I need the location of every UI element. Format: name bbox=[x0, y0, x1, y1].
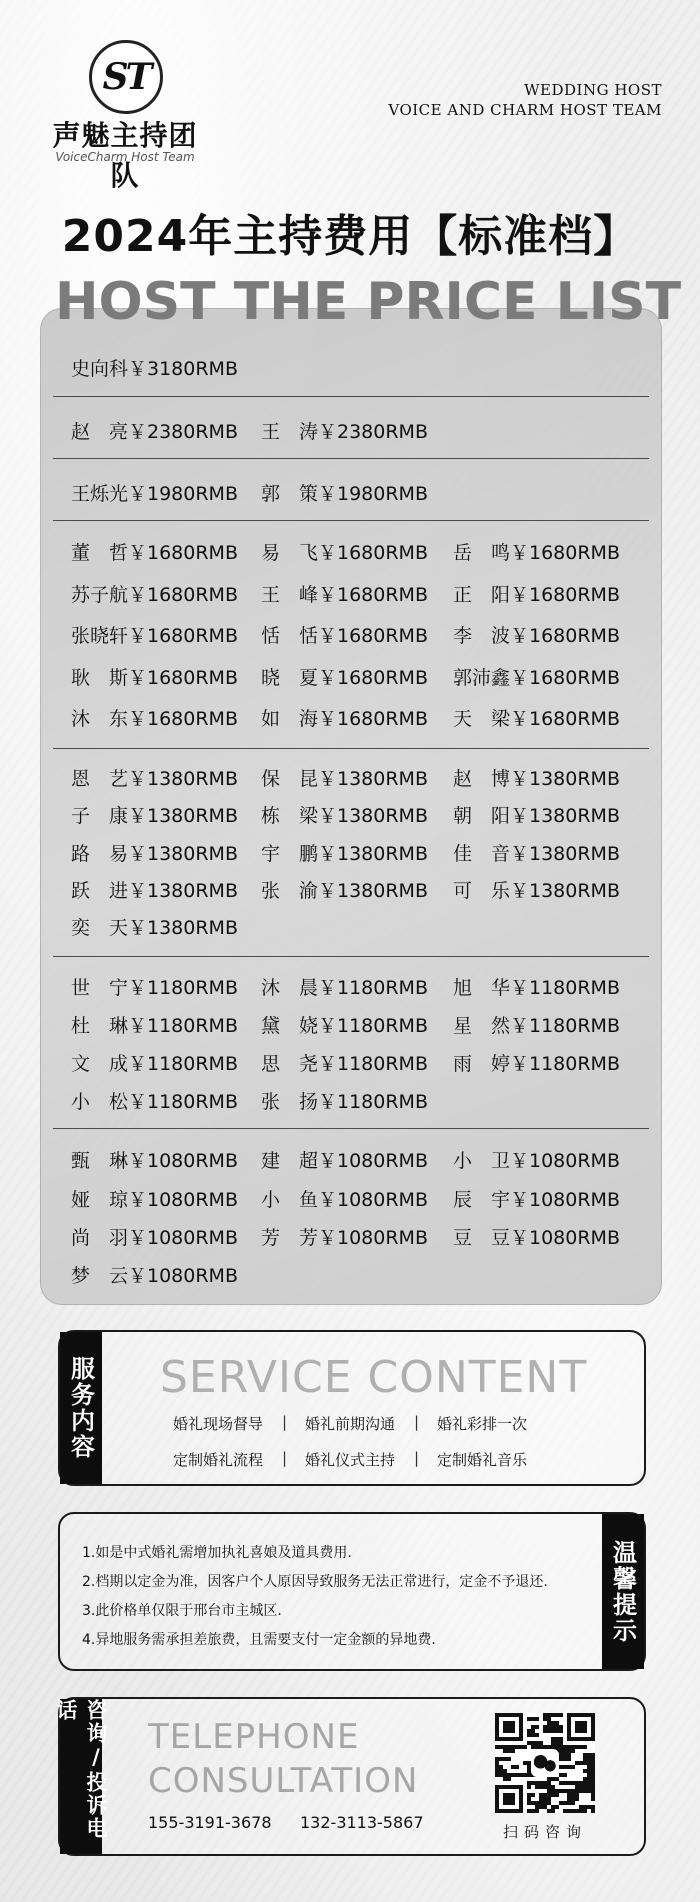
host-price-entry: 可 乐￥1380RMB bbox=[453, 880, 620, 902]
host-price-entry: 沐 晨￥1180RMB bbox=[261, 977, 428, 999]
host-price-entry: 栋 梁￥1380RMB bbox=[261, 805, 428, 827]
host-price-entry: 旭 华￥1180RMB bbox=[453, 977, 620, 999]
notice-line: 4.异地服务需承担差旅费，且需要支付一定金额的异地费. bbox=[82, 1632, 436, 1648]
host-price-entry: 李 波￥1680RMB bbox=[453, 625, 620, 647]
logo-name-cn: 声魅主持团队 bbox=[52, 119, 198, 192]
service-item: 婚礼仪式主持 bbox=[305, 1451, 396, 1469]
tier-divider bbox=[53, 396, 649, 397]
service-separator: | bbox=[414, 1413, 420, 1431]
contact-tab: 咨询/投诉电话 bbox=[60, 1699, 102, 1854]
host-price-entry: 耿 斯￥1680RMB bbox=[71, 667, 238, 689]
tier-divider bbox=[53, 458, 649, 459]
page-subtitle: HOST THE PRICE LIST bbox=[55, 272, 682, 332]
service-title-en: SERVICE CONTENT bbox=[160, 1352, 588, 1403]
host-price-entry: 豆 豆￥1080RMB bbox=[453, 1227, 620, 1249]
notice-box bbox=[58, 1512, 646, 1671]
tier-divider bbox=[53, 748, 649, 749]
host-price-entry: 跃 进￥1380RMB bbox=[71, 880, 238, 902]
host-price-entry: 宇 鹏￥1380RMB bbox=[261, 843, 428, 865]
tier-divider bbox=[53, 1128, 649, 1129]
host-price-entry: 尚 羽￥1080RMB bbox=[71, 1227, 238, 1249]
header-line1: WEDDING HOST bbox=[524, 81, 662, 99]
host-price-entry: 文 成￥1180RMB bbox=[71, 1053, 238, 1075]
qr-caption: 扫码咨询 bbox=[502, 1823, 587, 1841]
host-price-entry: 王 峰￥1680RMB bbox=[261, 584, 428, 606]
host-price-entry: 赵 博￥1380RMB bbox=[453, 768, 620, 790]
service-item: 婚礼彩排一次 bbox=[437, 1415, 528, 1433]
host-price-entry: 岳 鸣￥1680RMB bbox=[453, 542, 620, 564]
host-price-entry: 恬 恬￥1680RMB bbox=[261, 625, 428, 647]
wechat-qr-code-icon[interactable] bbox=[495, 1713, 595, 1813]
logo-badge bbox=[89, 40, 163, 114]
host-price-entry: 世 宁￥1180RMB bbox=[71, 977, 238, 999]
service-item: 定制婚礼音乐 bbox=[437, 1451, 528, 1469]
service-tab: 服务内容 bbox=[60, 1332, 102, 1484]
host-price-entry: 保 昆￥1380RMB bbox=[261, 768, 428, 790]
host-price-entry: 王烁光￥1980RMB bbox=[71, 483, 238, 505]
host-price-entry: 佳 音￥1380RMB bbox=[453, 843, 620, 865]
contact-box bbox=[54, 1697, 646, 1856]
contact-title-line1: TELEPHONE bbox=[148, 1717, 360, 1757]
host-price-entry: 史向科￥3180RMB bbox=[71, 358, 238, 380]
host-price-entry: 张 渝￥1380RMB bbox=[261, 880, 428, 902]
host-price-entry: 朝 阳￥1380RMB bbox=[453, 805, 620, 827]
service-item: 定制婚礼流程 bbox=[173, 1451, 264, 1469]
logo-monogram: ST bbox=[102, 56, 150, 98]
host-price-entry: 奕 天￥1380RMB bbox=[71, 917, 238, 939]
service-separator: | bbox=[282, 1449, 288, 1467]
host-price-entry: 梦 云￥1080RMB bbox=[71, 1265, 238, 1287]
host-price-entry: 娅 琼￥1080RMB bbox=[71, 1189, 238, 1211]
price-list-panel bbox=[40, 308, 662, 1305]
host-price-entry: 晓 夏￥1680RMB bbox=[261, 667, 428, 689]
host-price-entry: 小 鱼￥1080RMB bbox=[261, 1189, 428, 1211]
tier-divider bbox=[53, 956, 649, 957]
host-price-entry: 易 飞￥1680RMB bbox=[261, 542, 428, 564]
host-price-entry: 星 然￥1180RMB bbox=[453, 1015, 620, 1037]
service-separator: | bbox=[414, 1449, 420, 1467]
host-price-entry: 赵 亮￥2380RMB bbox=[71, 421, 238, 443]
host-price-entry: 苏子航￥1680RMB bbox=[71, 584, 238, 606]
host-price-entry: 小 松￥1180RMB bbox=[71, 1091, 238, 1113]
host-price-entry: 芳 芳￥1080RMB bbox=[261, 1227, 428, 1249]
host-price-entry: 思 尧￥1180RMB bbox=[261, 1053, 428, 1075]
service-item: 婚礼前期沟通 bbox=[305, 1415, 396, 1433]
host-price-entry: 建 超￥1080RMB bbox=[261, 1150, 428, 1172]
host-price-entry: 天 梁￥1680RMB bbox=[453, 708, 620, 730]
notice-line: 2.档期以定金为准，因客户个人原因导致服务无法正常进行，定金不予退还. bbox=[82, 1574, 548, 1590]
service-separator: | bbox=[282, 1413, 288, 1431]
host-price-entry: 恩 艺￥1380RMB bbox=[71, 768, 238, 790]
host-price-entry: 甄 琳￥1080RMB bbox=[71, 1150, 238, 1172]
host-price-entry: 张 扬￥1180RMB bbox=[261, 1091, 428, 1113]
host-price-entry: 黛 娆￥1180RMB bbox=[261, 1015, 428, 1037]
host-price-entry: 如 海￥1680RMB bbox=[261, 708, 428, 730]
tier-divider bbox=[53, 520, 649, 521]
service-content-box bbox=[58, 1330, 646, 1486]
notice-line: 1.如是中式婚礼需增加执礼喜娘及道具费用. bbox=[82, 1545, 352, 1561]
notice-tab: 温馨提示 bbox=[602, 1514, 644, 1669]
host-price-entry: 正 阳￥1680RMB bbox=[453, 584, 620, 606]
notice-line: 3.此价格单仅限于邢台市主城区. bbox=[82, 1603, 282, 1619]
host-price-entry: 雨 婷￥1180RMB bbox=[453, 1053, 620, 1075]
contact-title-line2: CONSULTATION bbox=[148, 1761, 419, 1801]
host-price-entry: 小 卫￥1080RMB bbox=[453, 1150, 620, 1172]
header-line2: VOICE AND CHARM HOST TEAM bbox=[388, 101, 662, 119]
logo-name-en: VoiceCharm Host Team bbox=[55, 150, 195, 164]
host-price-entry: 张晓轩￥1680RMB bbox=[71, 625, 238, 647]
header-tagline bbox=[388, 80, 662, 120]
host-price-entry: 辰 宇￥1080RMB bbox=[453, 1189, 620, 1211]
host-price-entry: 郭沛鑫￥1680RMB bbox=[453, 667, 620, 689]
host-price-entry: 路 易￥1380RMB bbox=[71, 843, 238, 865]
host-price-entry: 杜 琳￥1180RMB bbox=[71, 1015, 238, 1037]
phone-number-1[interactable]: 155-3191-3678 bbox=[148, 1813, 272, 1832]
phone-number-2[interactable]: 132-3113-5867 bbox=[300, 1813, 424, 1832]
host-price-entry: 王 涛￥2380RMB bbox=[261, 421, 428, 443]
host-price-entry: 子 康￥1380RMB bbox=[71, 805, 238, 827]
page-title: 2024年主持费用【标准档】 bbox=[61, 211, 639, 262]
host-price-entry: 郭 策￥1980RMB bbox=[261, 483, 428, 505]
host-price-entry: 董 哲￥1680RMB bbox=[71, 542, 238, 564]
service-item: 婚礼现场督导 bbox=[173, 1415, 264, 1433]
host-price-entry: 沐 东￥1680RMB bbox=[71, 708, 238, 730]
